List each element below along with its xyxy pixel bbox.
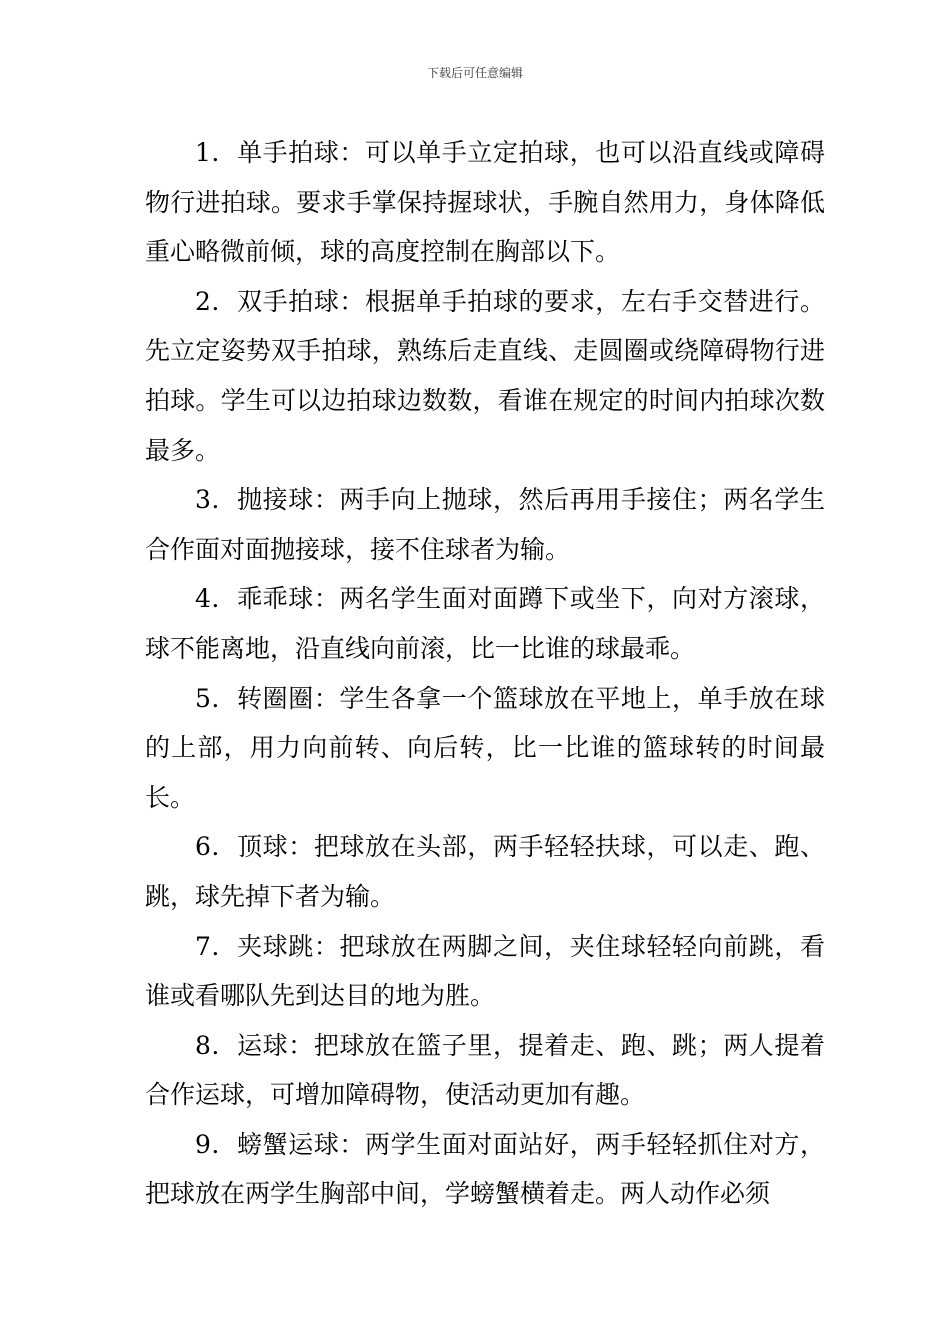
document-body [145,128,825,1219]
paragraph-two-hand-dribble: 2．双手拍球：根据单手拍球的要求，左右手交替进行。先立定姿势双手拍球，熟练后走直线、走圆圈或绕障碍物行进拍球。学生可以边拍球边数数，看谁在规定的时间内拍球次数最多。 [145,286,825,465]
paragraph-head-balance: 6．顶球：把球放在头部，两手轻轻扶球，可以走、跑、跳，球先掉下者为输。 [145,832,825,911]
paragraph-basket-carry: 8．运球：把球放在篮子里，提着走、跑、跳；两人提着合作运球，可增加障碍物，使活动更加有趣。 [145,1030,825,1110]
page-header: 下载后可任意编辑 [426,66,523,80]
paragraph-rolling-ball: 4．乖乖球：两名学生面对面蹲下或坐下，向对方滚球，球不能离地，沿直线向前滚，比一比谁的球最乖。 [145,584,825,663]
paragraph-crab-walk: 9．螃蟹运球：两学生面对面站好，两手轻轻抓住对方，把球放在两学生胸部中间，学螃蟹横着走。两人动作必须 [145,1129,825,1209]
paragraph-throw-catch: 3．抛接球：两手向上抛球，然后再用手接住；两名学生合作面对面抛接球，接不住球者为输。 [145,485,825,564]
paragraph-feet-jump: 7．夹球跳：把球放在两脚之间，夹住球轻轻向前跳，看谁或看哪队先到达目的地为胜。 [145,931,825,1011]
paragraph-spinning-ball: 5．转圈圈：学生各拿一个篮球放在平地上，单手放在球的上部，用力向前转、向后转，比一比谁的篮球转的时间最长。 [145,683,825,812]
paragraph-one-hand-dribble: 1．单手拍球：可以单手立定拍球，也可以沿直线或障碍物行进拍球。要求手掌保持握球状，手腕自然用力，身体降低重心略微前倾，球的高度控制在胸部以下。 [145,138,825,267]
